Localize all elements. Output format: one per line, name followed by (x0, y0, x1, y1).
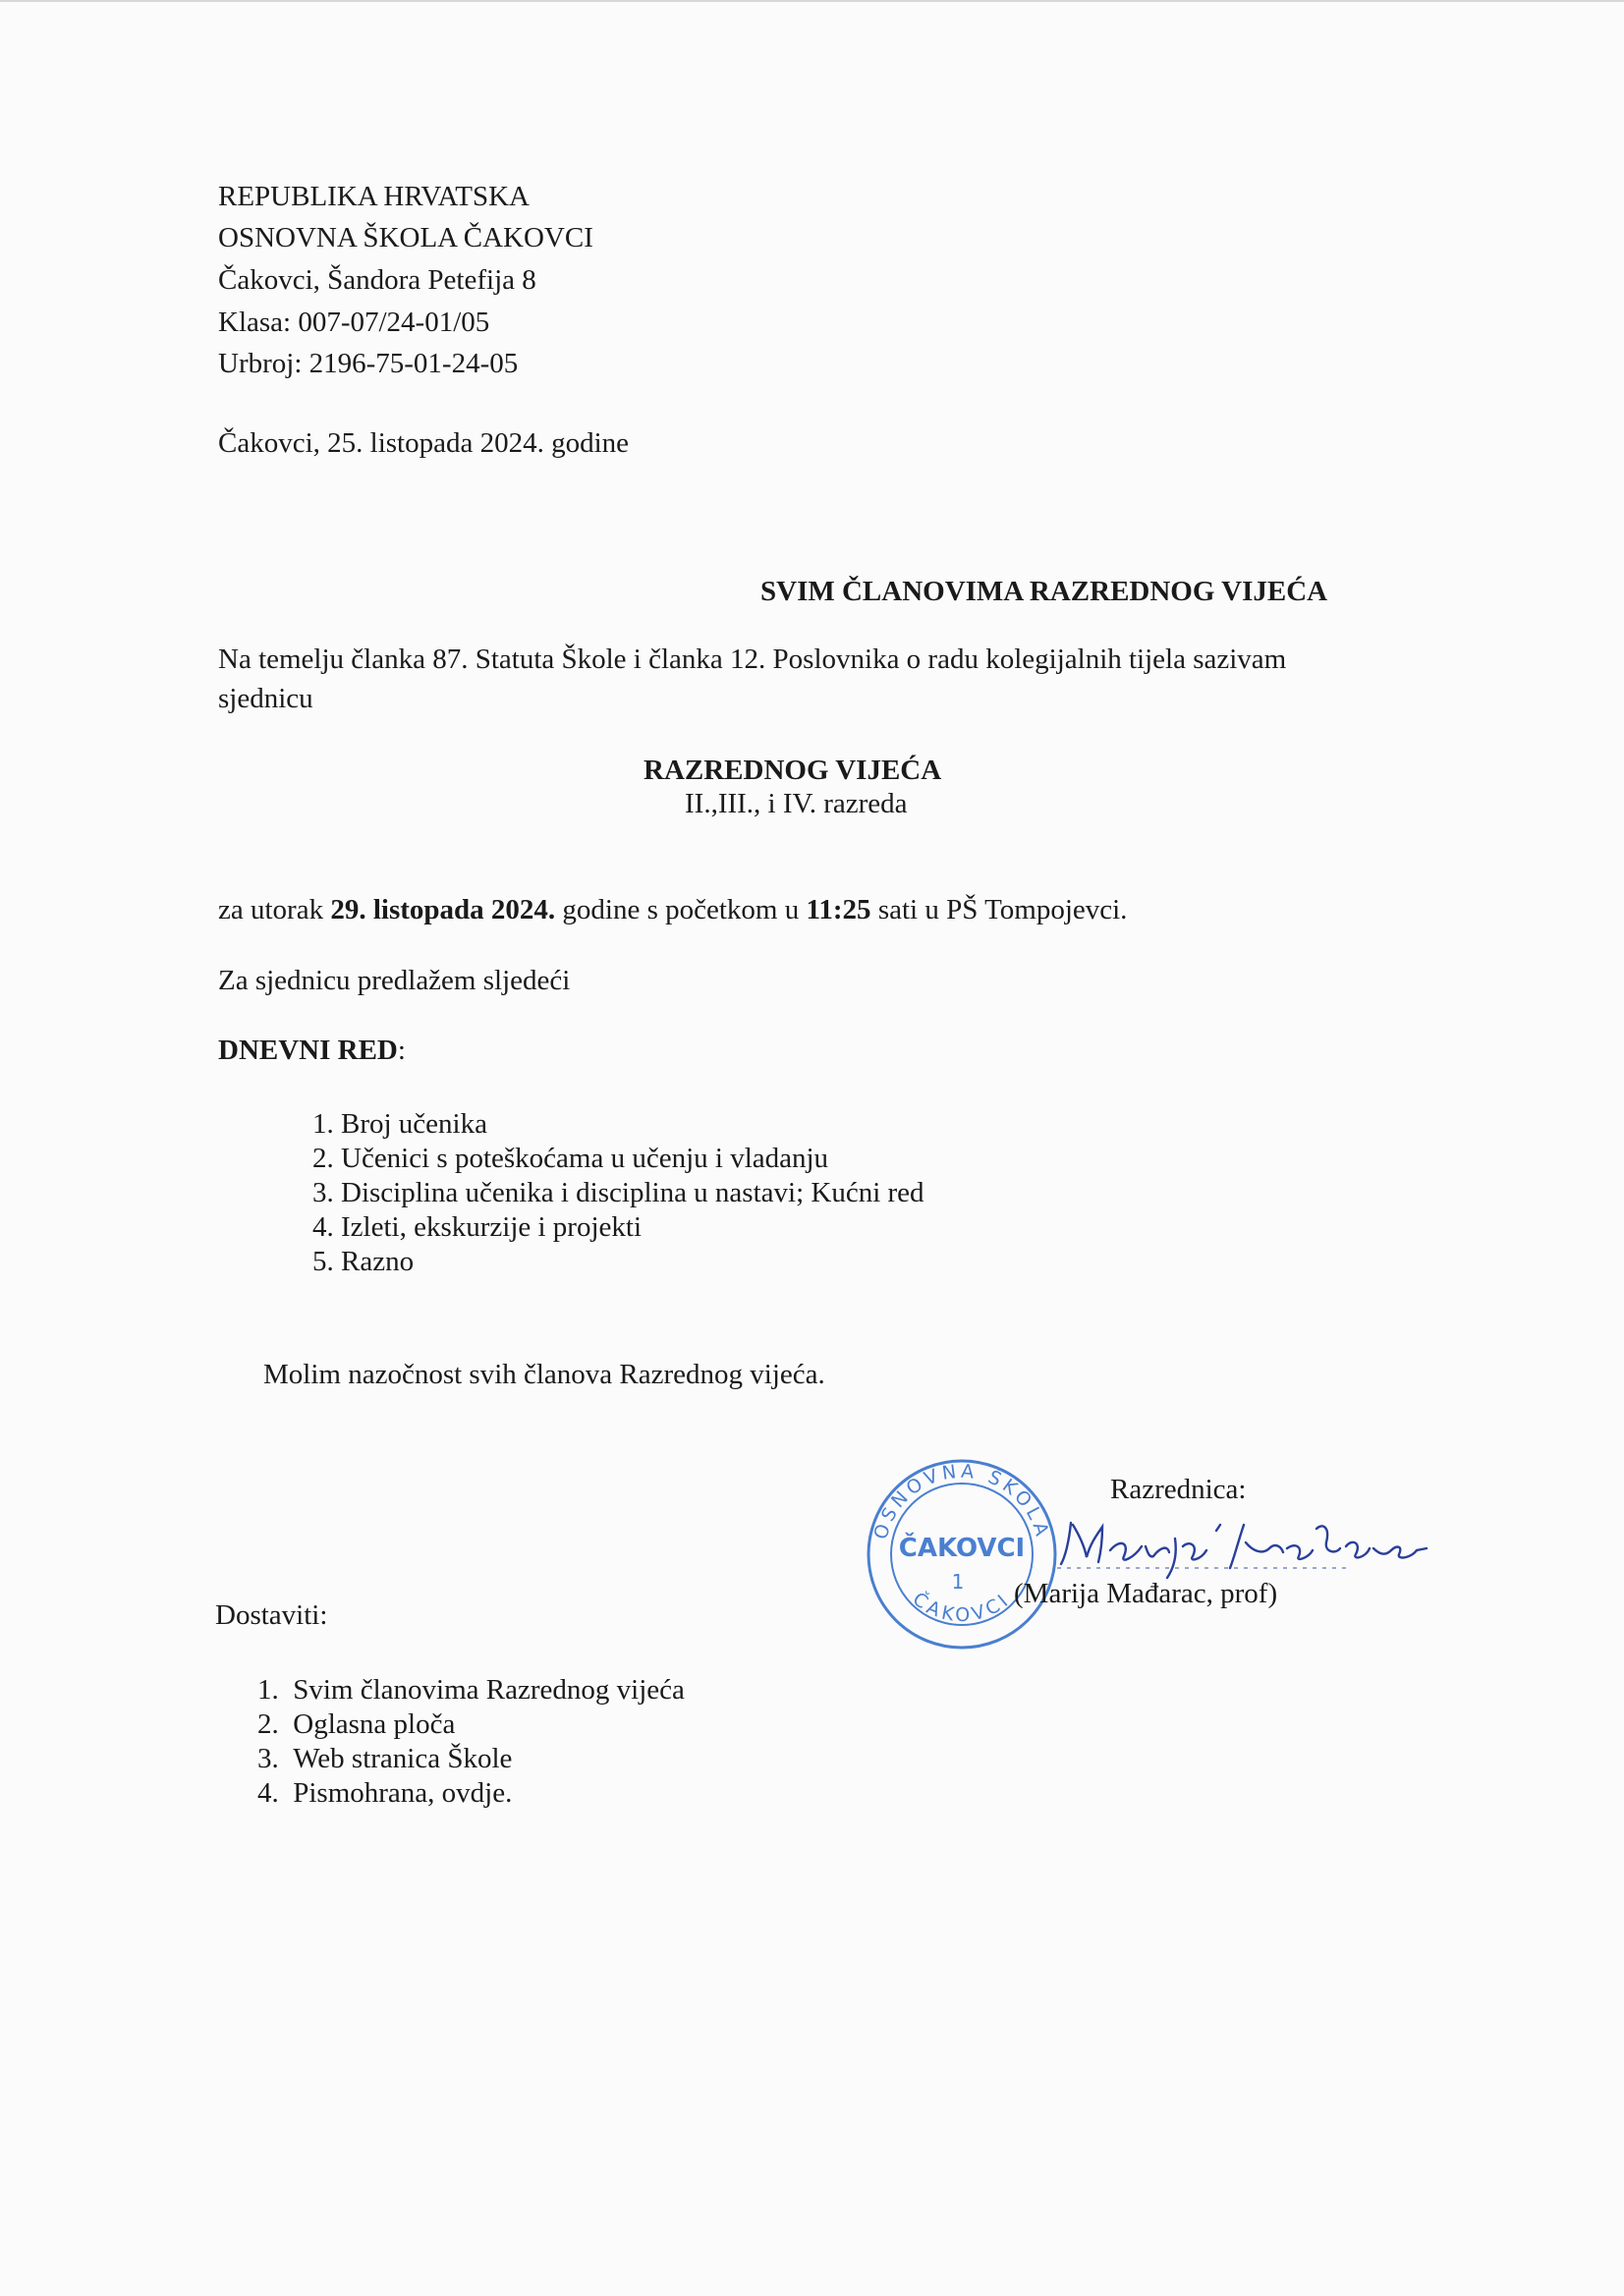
signature-name: (Marija Mađarac, prof) (1014, 1578, 1278, 1609)
agenda-item-number: 1. (312, 1108, 334, 1140)
closing-line: Molim nazočnost svih članova Razrednog vijeća. (263, 1359, 825, 1390)
header-date: Čakovci, 25. listopada 2024. godine (218, 427, 630, 459)
signature-role: Razrednica: (1110, 1474, 1247, 1505)
delivery-item-text: Web stranica Škole (293, 1743, 513, 1774)
delivery-item-2 (257, 1710, 455, 1739)
handwritten-signature (1051, 1503, 1434, 1582)
delivery-item-number: 4. (257, 1777, 279, 1809)
agenda-item-1 (312, 1110, 487, 1139)
agenda-title (218, 1036, 406, 1065)
signature-stroke (1061, 1523, 1427, 1578)
school-stamp (864, 1454, 1060, 1655)
recipient-heading: SVIM ČLANOVIMA RAZREDNOG VIJEĆA (760, 576, 1328, 607)
stamp-number: 1 (951, 1570, 965, 1594)
council-grades: II.,III., i IV. razreda (685, 788, 908, 819)
delivery-item-1 (257, 1676, 685, 1705)
agenda-title-colon: : (397, 1035, 406, 1066)
meeting-suffix: sati u PŠ Tompojevci. (870, 894, 1128, 925)
delivery-item-3 (257, 1745, 512, 1773)
header-urbroj: Urbroj: 2196-75-01-24-05 (218, 348, 519, 379)
intro-line-1: Na temelju članka 87. Statuta Škole i članka 12. Poslovnika o radu kolegijalnih tijela sazivam (218, 644, 1287, 675)
top-border-line (0, 0, 1624, 2)
delivery-item-text: Oglasna ploča (293, 1708, 456, 1740)
agenda-item-text: Razno (341, 1246, 415, 1277)
delivery-item-number: 1. (257, 1674, 279, 1706)
agenda-title-text: DNEVNI RED (218, 1035, 398, 1066)
meeting-prefix: za utorak (218, 894, 331, 925)
agenda-item-number: 2. (312, 1143, 334, 1174)
header-klasa: Klasa: 007-07/24-01/05 (218, 307, 490, 338)
meeting-date: 29. listopada 2024. (330, 894, 556, 925)
stamp-bottom-text: ČAKOVCI (908, 1588, 1016, 1627)
agenda-item-text: Disciplina učenika i disciplina u nastavi; Kućni red (341, 1177, 924, 1208)
agenda-item-number: 4. (312, 1211, 334, 1243)
stamp-top-text: OSNOVNA ŠKOLA (869, 1460, 1054, 1542)
meeting-line (218, 896, 1127, 924)
delivery-item-text: Pismohrana, ovdje. (293, 1777, 513, 1809)
meeting-middle: godine s početkom u (555, 894, 807, 925)
agenda-item-text: Učenici s poteškoćama u učenju i vladanju (341, 1143, 829, 1174)
delivery-item-4 (257, 1779, 512, 1808)
proposal-line: Za sjednicu predlažem sljedeći (218, 965, 571, 996)
stamp-center-text: ČAKOVCI (898, 1534, 1026, 1563)
delivery-item-text: Svim članovima Razrednog vijeća (293, 1674, 685, 1706)
delivery-item-number: 2. (257, 1708, 279, 1740)
header-address: Čakovci, Šandora Petefija 8 (218, 264, 536, 296)
meeting-time: 11:25 (806, 894, 871, 925)
header-school: OSNOVNA ŠKOLA ČAKOVCI (218, 222, 593, 253)
delivery-item-number: 3. (257, 1743, 279, 1774)
agenda-item-5 (312, 1248, 414, 1276)
agenda-item-text: Izleti, ekskurzije i projekti (341, 1211, 643, 1243)
agenda-item-number: 3. (312, 1177, 334, 1208)
agenda-item-4 (312, 1213, 642, 1242)
agenda-item-text: Broj učenika (341, 1108, 487, 1140)
agenda-item-number: 5. (312, 1246, 334, 1277)
intro-line-2: sjednicu (218, 683, 313, 714)
agenda-item-2 (312, 1145, 828, 1173)
agenda-item-3 (312, 1179, 924, 1207)
delivery-title: Dostaviti: (215, 1599, 328, 1631)
council-title: RAZREDNOG VIJEĆA (644, 755, 942, 786)
header-country: REPUBLIKA HRVATSKA (218, 181, 531, 212)
